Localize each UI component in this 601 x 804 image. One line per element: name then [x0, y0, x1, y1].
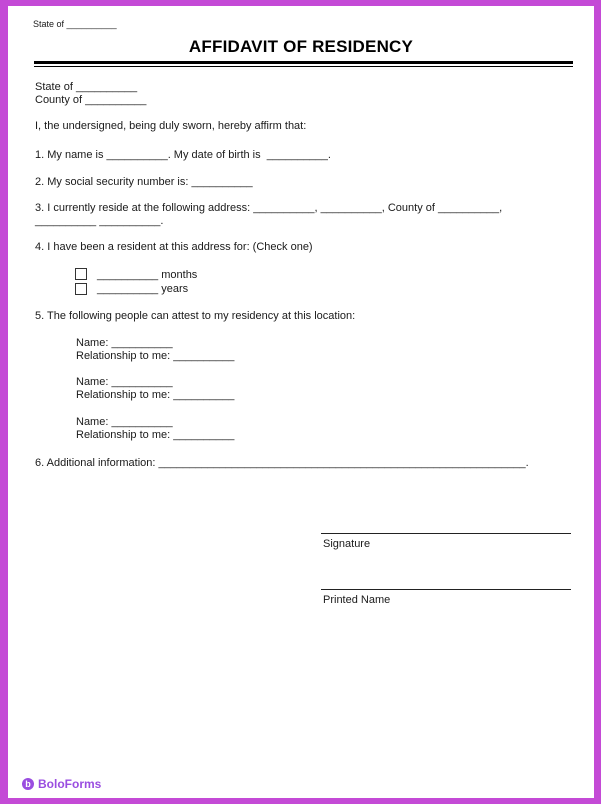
- signature-line[interactable]: [321, 533, 571, 534]
- witness-relationship: Relationship to me: __________: [76, 350, 235, 362]
- item-duration: 4. I have been a resident at this address for: (Check one): [35, 241, 313, 253]
- witness-name: Name: __________: [76, 337, 173, 349]
- item-ssn: 2. My social security number is: __________: [35, 176, 253, 188]
- witness-relationship: Relationship to me: __________: [76, 429, 235, 441]
- years-checkbox[interactable]: [75, 283, 87, 295]
- signature-label: Signature: [323, 538, 371, 550]
- printed-name-label: Printed Name: [323, 594, 391, 606]
- printed-name-line[interactable]: [321, 589, 571, 590]
- top-state-field: State of __________: [33, 19, 117, 29]
- document-page: [8, 6, 594, 798]
- witness-relationship: Relationship to me: __________: [76, 389, 235, 401]
- document-title: AFFIDAVIT OF RESIDENCY: [188, 37, 414, 56]
- witness-name: Name: __________: [76, 416, 173, 428]
- county-field: County of __________: [35, 94, 147, 106]
- intro-statement: I, the undersigned, being duly sworn, hereby affirm that:: [35, 120, 307, 132]
- state-field: State of __________: [35, 81, 138, 93]
- item-address-cont: __________ __________.: [35, 215, 164, 227]
- years-option: __________ years: [97, 283, 189, 295]
- item-name-dob: 1. My name is __________. My date of birth is __________.: [35, 149, 331, 161]
- witness-name: Name: __________: [76, 376, 173, 388]
- item-additional-info: 6. Additional information: ____________________________________________________________.: [35, 457, 529, 469]
- title-rule-thin: [34, 66, 573, 67]
- months-checkbox[interactable]: [75, 268, 87, 280]
- boloforms-brand: [22, 777, 101, 791]
- months-option: __________ months: [97, 269, 198, 281]
- title-rule-thick: [34, 61, 573, 64]
- brand-name: BoloForms: [38, 777, 102, 791]
- boloforms-logo-icon: b: [22, 778, 34, 790]
- item-address: 3. I currently reside at the following address: __________, __________, County of __________,: [35, 202, 503, 214]
- item-attest: 5. The following people can attest to my residency at this location:: [35, 310, 356, 322]
